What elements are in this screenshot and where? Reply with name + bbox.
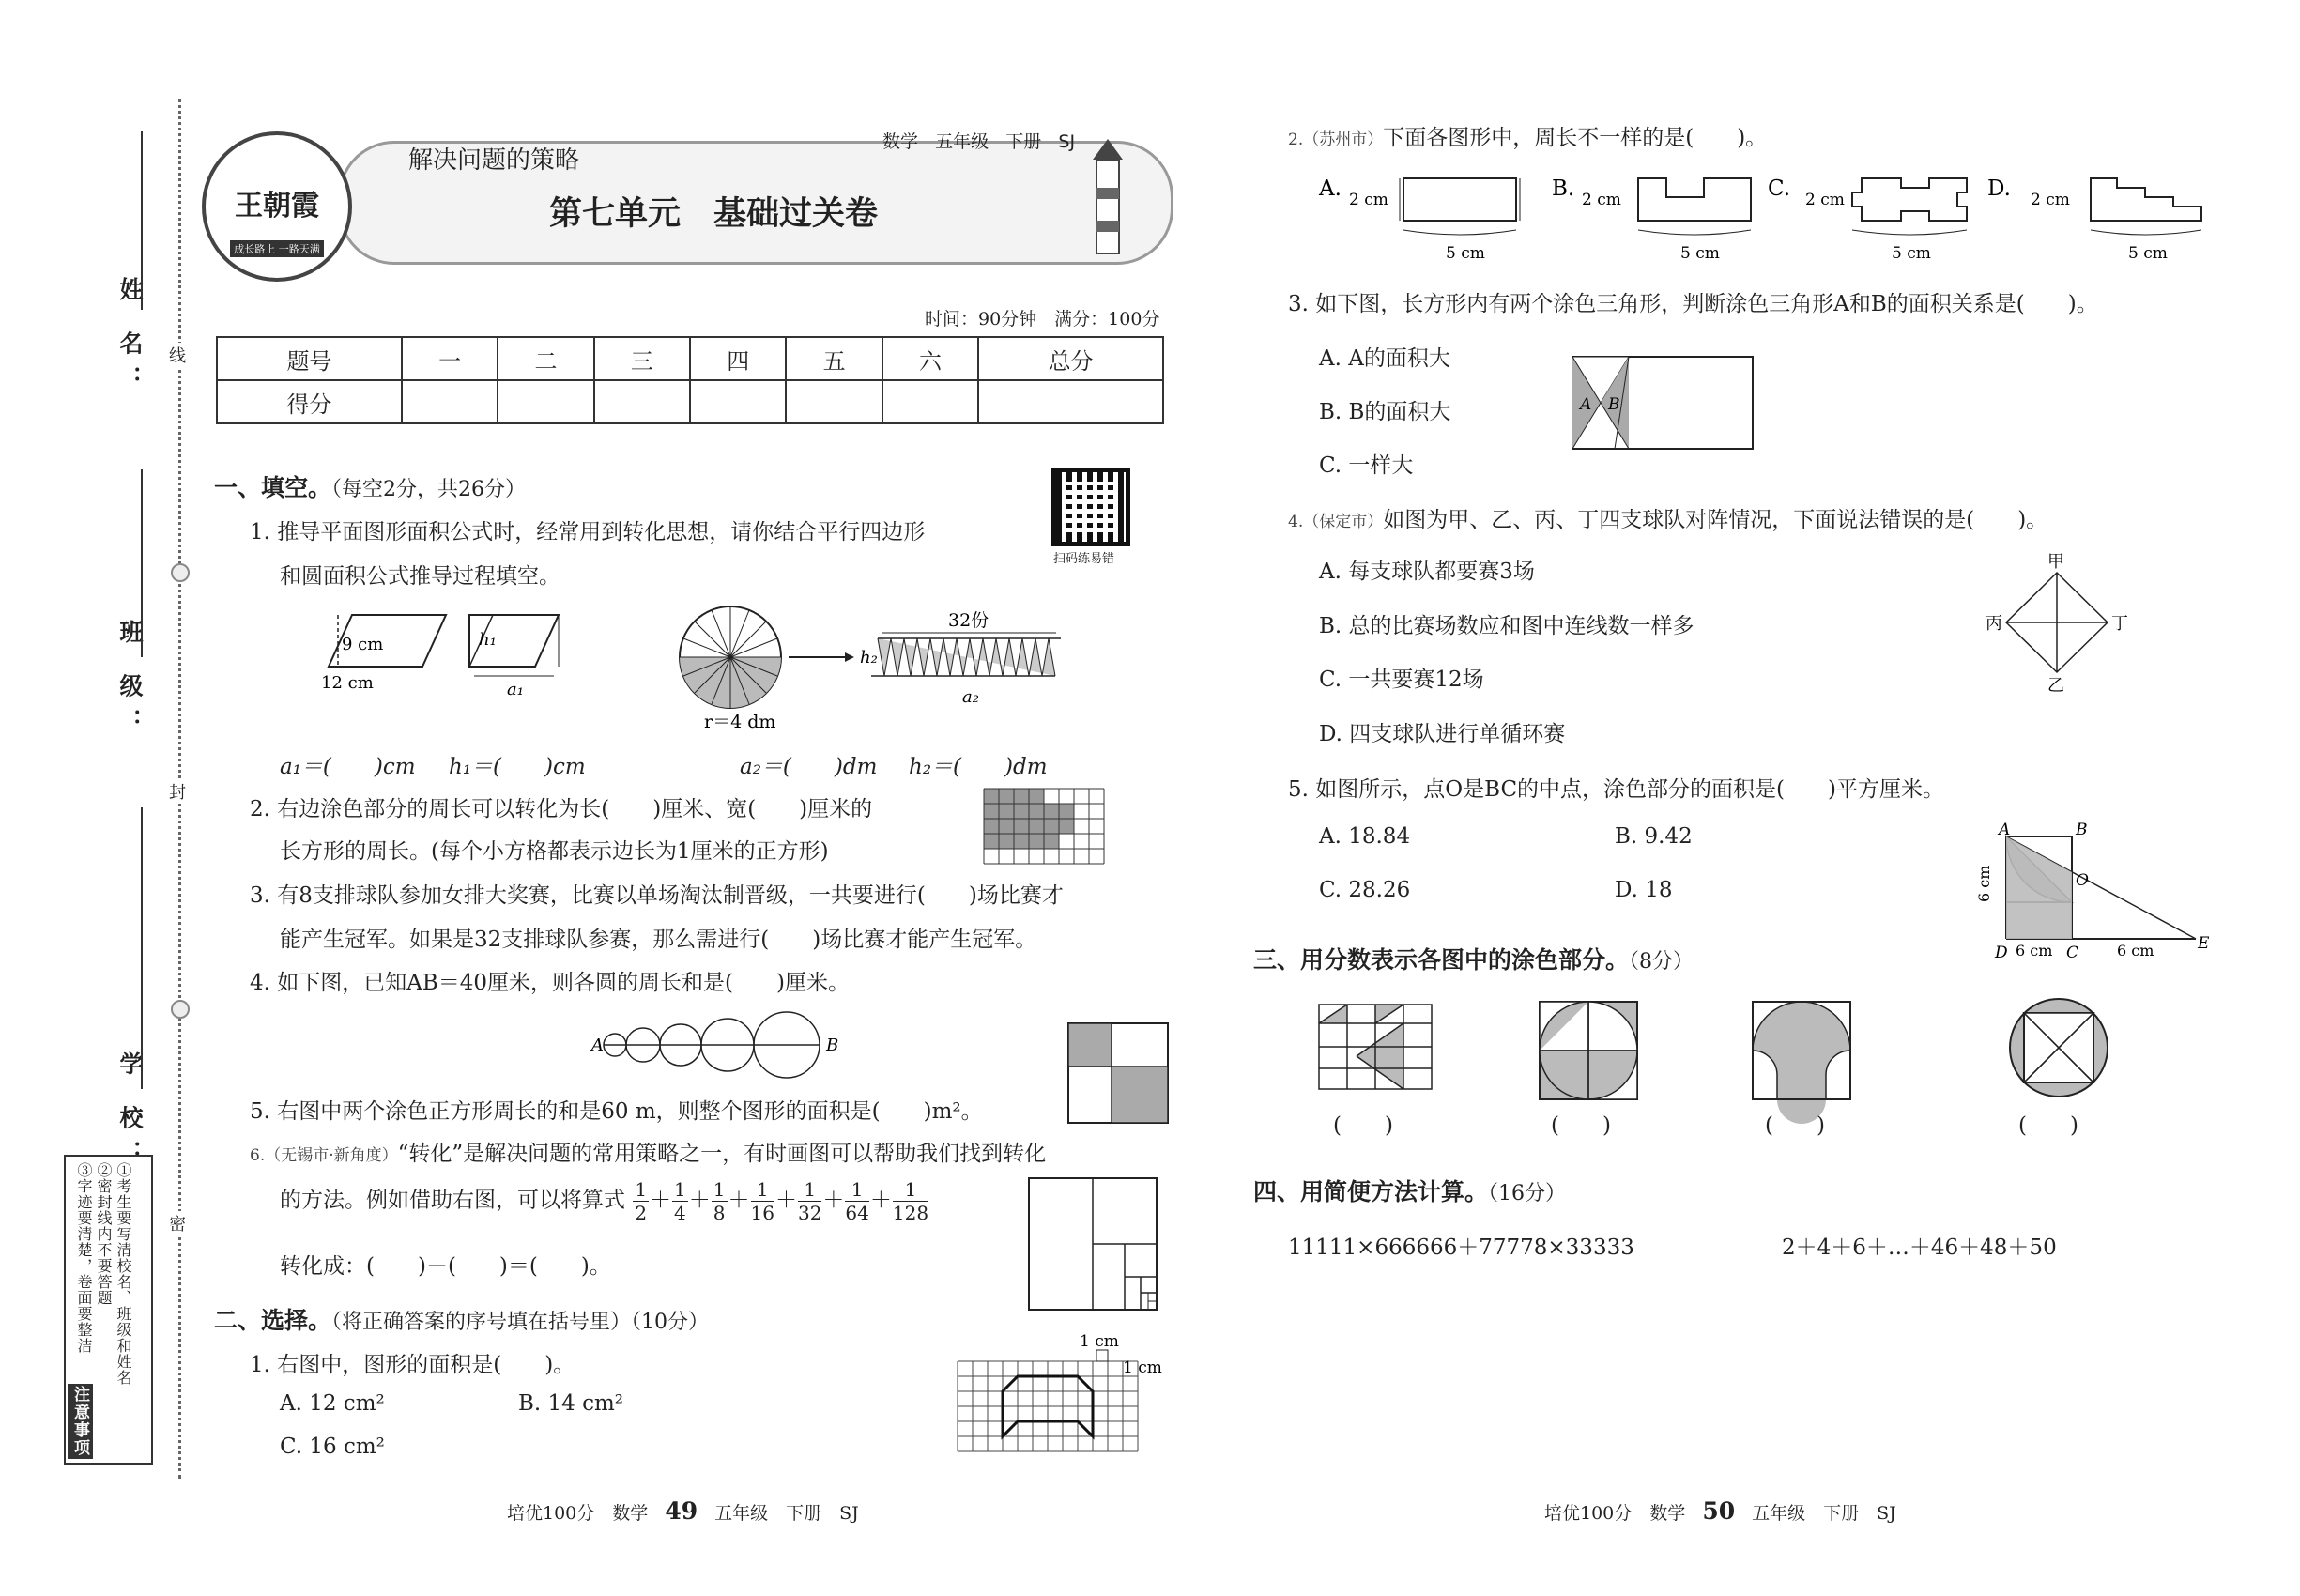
score-cell: 总分 [978, 337, 1163, 380]
tournament-diagram [1986, 552, 2136, 696]
label-2cm: 2 cm [2031, 191, 2070, 209]
circles-chain-figure [591, 1009, 864, 1084]
qr-code [1051, 468, 1130, 546]
s2-q4-opt-c[interactable]: C. 一共要赛12场 [1319, 668, 1484, 692]
header-topic: 解决问题的策略 [408, 146, 580, 175]
label-6cm-side: 6 cm [1975, 865, 1993, 902]
semicircle-triangle-figure [1975, 821, 2220, 962]
score-input[interactable] [690, 380, 786, 423]
subject-tags [882, 128, 1075, 153]
q2-text: 下面各图形中，周长不一样的是( )。 [1383, 126, 1768, 150]
s2-q1-opt-b[interactable]: B. 14 cm² [518, 1391, 624, 1416]
section2-title [214, 1302, 709, 1336]
footer-left [507, 1497, 859, 1525]
section2-note: （将正确答案的序号填在括号里）（10分） [331, 1311, 710, 1334]
label-tri-A: A [1580, 395, 1592, 414]
name-line [141, 131, 143, 310]
seal-line-mark: 线 [169, 343, 186, 367]
tag-grade: 五年级 [935, 131, 989, 152]
s2-q3-opt-a[interactable]: A. A的面积大 [1319, 346, 1450, 371]
label-5cm: 5 cm [1892, 244, 1931, 263]
lighthouse-icon [1080, 131, 1136, 263]
section1-heading: 一、填空。 [214, 474, 332, 501]
notice-item-3: ③字迹要清楚，卷面要整洁 [75, 1162, 93, 1354]
label-5cm: 5 cm [1446, 244, 1485, 263]
fraction: $\frac{1}{64}$ [845, 1178, 869, 1224]
binding-hole-2 [171, 1000, 190, 1019]
footer-right-tail: 五年级 下册 SJ [1752, 1503, 1896, 1524]
label-tri-B: B [1608, 395, 1620, 414]
s3-answer-1[interactable]: ( ) [1333, 1113, 1393, 1138]
score-cell: 一 [402, 337, 498, 380]
time-info: 时间：90分钟 满分：100分 [925, 309, 1160, 330]
s1-q2-line1: 2. 右边涂色部分的周长可以转化为长( )厘米、宽( )厘米的 [250, 797, 873, 821]
section1-note: （每空2分，共26分） [331, 478, 527, 501]
q6-tag: 6.（无锡市·新角度） [250, 1146, 398, 1165]
label-5cm: 5 cm [2128, 244, 2168, 263]
s3-answer-2[interactable]: ( ) [1551, 1113, 1611, 1138]
grid-shaded-figure [984, 789, 1112, 868]
s1-q1-ans-h1[interactable]: h₁＝( )cm [449, 755, 586, 779]
score-label-cell: 得分 [217, 380, 402, 423]
brand-logo [202, 131, 352, 282]
s2-q2-line [1288, 120, 1767, 151]
s2-q5-opt-a[interactable]: A. 18.84 [1319, 824, 1411, 849]
notice-box [64, 1155, 153, 1465]
fraction-figure-1 [1319, 1005, 1436, 1094]
team-yi: 乙 [2047, 676, 2064, 696]
s2-q1-opt-a[interactable]: A. 12 cm² [280, 1391, 385, 1416]
halving-square-figure [1029, 1178, 1160, 1314]
option-C[interactable]: C. [1768, 176, 1791, 201]
footer-right [1544, 1497, 1896, 1525]
label-2cm: 2 cm [1349, 191, 1388, 209]
s1-q3-line2: 能产生冠军。如果是32支排球队参赛，那么需进行( )场比赛才能产生冠军。 [280, 928, 1037, 952]
section4-title [1253, 1174, 1566, 1207]
option-B[interactable]: B. [1552, 176, 1575, 201]
s2-q4-opt-b[interactable]: B. 总的比赛场数应和图中连线数一样多 [1319, 614, 1694, 638]
label-a1: a₁ [507, 680, 524, 699]
grid-polygon-figure [958, 1333, 1173, 1469]
option-D[interactable]: D. [1987, 176, 2011, 201]
label-2cm: 2 cm [1582, 191, 1621, 209]
s1-q1-ans-a1[interactable]: a₁＝( )cm [280, 755, 416, 779]
footer-left-text: 培优100分 数学 [507, 1503, 649, 1524]
q6-line2-text: 的方法。例如借助右图，可以将算式 [280, 1188, 625, 1213]
score-input[interactable] [978, 380, 1163, 423]
label-h2: h₂ [860, 648, 878, 668]
tag-subject: 数学 [882, 131, 919, 152]
score-cell: 二 [498, 337, 593, 380]
qr-caption: 扫码练易错 [1053, 552, 1115, 566]
q4-tag: 4.（保定市） [1288, 513, 1384, 531]
fraction: $\frac{1}{4}$ [674, 1178, 686, 1224]
s1-q6-line3[interactable]: 转化成：( )－( )＝( )。 [280, 1254, 611, 1279]
section4-note: （16分） [1488, 1182, 1567, 1205]
fraction: $\frac{1}{128}$ [892, 1178, 929, 1224]
section3-note: （8分） [1629, 950, 1694, 974]
fraction: $\frac{1}{2}$ [635, 1178, 648, 1224]
footer-left-tail: 五年级 下册 SJ [714, 1503, 859, 1524]
s1-q6-line1 [250, 1136, 1046, 1167]
s1-q2-line2: 长方形的周长。(每个小方格都表示边长为1厘米的正方形) [280, 839, 829, 864]
s1-q1-line2: 和圆面积公式推导过程填空。 [280, 564, 560, 589]
label-6cm-dc: 6 cm [2016, 942, 2053, 959]
s3-answer-4[interactable]: ( ) [2018, 1113, 2078, 1138]
score-input[interactable] [882, 380, 978, 423]
parallelogram-figure [300, 606, 582, 699]
pt-B: B [2076, 821, 2088, 839]
pt-O: O [2076, 871, 2089, 890]
s1-q1-line1: 1. 推导平面图形面积公式时，经常用到转化思想，请你结合平行四边形 [250, 520, 926, 545]
score-value-row [217, 380, 1163, 423]
section3-heading: 三、用分数表示各图中的涂色部分。 [1253, 946, 1630, 974]
fraction-figure-2 [1538, 1000, 1641, 1103]
binding-hole-1 [171, 563, 190, 582]
pt-E: E [2198, 934, 2210, 953]
brand-sub: 成长路上 一路天满 [230, 240, 324, 257]
score-cell: 五 [786, 337, 882, 380]
s1-q5-line1: 5. 右图中两个涂色正方形周长的和是60 m，则整个图形的面积是( )m²。 [250, 1099, 983, 1124]
s2-q3-opt-b[interactable]: B. B的面积大 [1319, 400, 1451, 424]
s2-q3-line: 3. 如下图，长方形内有两个涂色三角形，判断涂色三角形A和B的面积关系是( )。 [1288, 292, 2098, 316]
fraction: $\frac{1}{32}$ [797, 1178, 822, 1224]
notice-title: 注意事项 [68, 1384, 93, 1459]
team-jia: 甲 [2047, 552, 2064, 572]
school-line [141, 807, 143, 1089]
tag-edition: SJ [1058, 131, 1076, 152]
s2-q5-opt-c[interactable]: C. 28.26 [1319, 878, 1411, 902]
perimeter-options-figure [1319, 169, 2220, 268]
label-point-A: A [591, 1036, 604, 1055]
label-2cm: 2 cm [1805, 191, 1845, 209]
option-A[interactable]: A. [1319, 176, 1342, 201]
s4-expression-1: 11111×666666＋77778×33333 [1288, 1235, 1634, 1260]
s2-q3-opt-c[interactable]: C. 一样大 [1319, 453, 1414, 478]
q6-text: “转化”是解决问题的常用策略之一，有时画图可以帮助我们找到转化 [397, 1142, 1047, 1166]
score-input[interactable] [402, 380, 498, 423]
label-1cm-side: 1 cm [1123, 1358, 1162, 1377]
q2-tag: 2.（苏州市） [1288, 130, 1384, 149]
tag-volume: 下册 [1005, 131, 1042, 152]
score-input[interactable] [498, 380, 593, 423]
label-12cm: 12 cm [321, 673, 374, 693]
name-label: 姓 名： [116, 277, 144, 401]
footer-left-page: 49 [665, 1497, 698, 1525]
seal-feng-mark: 封 [169, 779, 186, 804]
footer-right-text: 培优100分 数学 [1544, 1503, 1686, 1524]
school-label: 学 校： [116, 1051, 144, 1175]
section1-title [214, 469, 526, 503]
pt-A: A [1999, 821, 2011, 839]
score-table [216, 336, 1164, 424]
s2-q4-opt-a[interactable]: A. 每支球队都要赛3场 [1319, 560, 1535, 584]
class-label: 班 级： [116, 620, 144, 744]
label-radius: r＝4 dm [704, 712, 776, 732]
score-header-row [217, 337, 1163, 380]
fraction-figure-4 [2004, 993, 2117, 1106]
pt-C: C [2066, 944, 2079, 962]
seal-mi-mark: 密 [169, 1211, 186, 1235]
score-cell: 六 [882, 337, 978, 380]
label-1cm-top: 1 cm [1080, 1332, 1119, 1351]
s2-q5-opt-d[interactable]: D. 18 [1615, 878, 1673, 902]
label-point-B: B [826, 1036, 839, 1055]
score-cell: 三 [594, 337, 690, 380]
label-h1: h₁ [479, 630, 497, 650]
team-bing: 丙 [1986, 614, 2002, 634]
score-cell: 四 [690, 337, 786, 380]
score-input[interactable] [594, 380, 690, 423]
s2-q1-opt-c[interactable]: C. 16 cm² [280, 1435, 385, 1459]
notice-item-2: ②密封线内不要答题 [95, 1162, 113, 1306]
page-title: 第七单元 基础过关卷 [549, 195, 879, 233]
score-input[interactable] [786, 380, 882, 423]
section3-title [1253, 942, 1694, 975]
label-9cm: 9 cm [342, 635, 384, 654]
s1-q4-line1: 4. 如下图，已知AB＝40厘米，则各圆的周长和是( )厘米。 [250, 971, 850, 995]
fraction-figure-3 [1751, 1000, 1854, 1103]
notice-item-1: ①考生要写清校名、班级和姓名 [115, 1162, 132, 1386]
squares-figure [1068, 1023, 1172, 1127]
s1-q3-line1: 3. 有8支排球队参加女排大奖赛，比赛以单场淘汰制晋级，一共要进行( )场比赛才 [250, 883, 1064, 908]
label-6cm-ce: 6 cm [2117, 942, 2154, 959]
section4-heading: 四、用简便方法计算。 [1253, 1178, 1489, 1205]
s2-q4-opt-d[interactable]: D. 四支球队进行单循环赛 [1319, 722, 1566, 746]
label-32-parts: 32份 [948, 610, 989, 631]
binding-strip [0, 0, 188, 1596]
circle-transform-figure [676, 601, 1089, 732]
s2-q5-opt-b[interactable]: B. 9.42 [1615, 824, 1693, 849]
s3-answer-3[interactable]: ( ) [1765, 1113, 1825, 1138]
label-a2: a₂ [962, 687, 979, 707]
brand-name: 王朝霞 [235, 190, 319, 223]
pt-D: D [1995, 944, 2008, 962]
footer-right-page: 50 [1702, 1497, 1736, 1525]
fraction: $\frac{1}{16}$ [750, 1178, 774, 1224]
s1-q1-ans-a2[interactable]: a₂＝( )dm [740, 755, 878, 779]
s1-q6-line2: 的方法。例如借助右图，可以将算式 $\frac{1}{2}$ ＋ $\frac{1}{4}$ ＋ $\frac{1}{8}$ ＋ $\frac{1}{16}$ ＋ $\frac{1}{32}$ ＋ $\frac{1}{64}$ ＋ $\frac{1}{128}$ [280, 1178, 929, 1224]
label-5cm: 5 cm [1680, 244, 1720, 263]
q4-text: 如图为甲、乙、丙、丁四支球队对阵情况，下面说法错误的是( )。 [1383, 508, 2048, 532]
class-line [141, 469, 143, 657]
team-ding: 丁 [2111, 614, 2128, 634]
score-cell: 题号 [217, 337, 402, 380]
s1-q1-ans-h2[interactable]: h₂＝( )dm [909, 755, 1048, 779]
section2-heading: 二、选择。 [214, 1307, 332, 1334]
s4-expression-2: 2＋4＋6＋…＋46＋48＋50 [1782, 1235, 2057, 1260]
s2-q1-line: 1. 右图中，图形的面积是( )。 [250, 1353, 575, 1377]
s2-q5-line: 5. 如图所示，点O是BC的中点，涂色部分的面积是( )平方厘米。 [1288, 777, 1944, 802]
triangles-rectangle-figure [1572, 355, 1760, 453]
fraction: $\frac{1}{8}$ [713, 1178, 726, 1224]
s2-q4-line [1288, 502, 2047, 533]
